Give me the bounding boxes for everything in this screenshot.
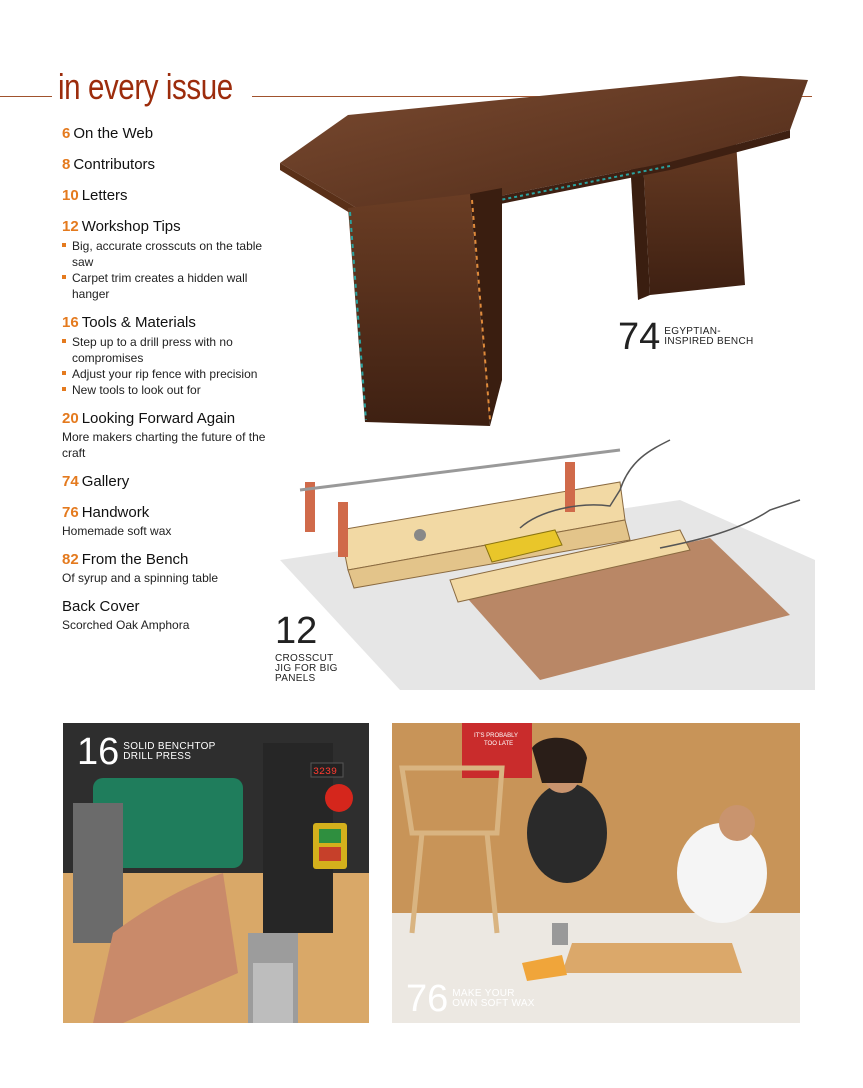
callout-number: 74 <box>618 316 661 358</box>
callout-label: CROSSCUT JIG FOR BIG PANELS <box>275 653 338 684</box>
bench-callout <box>618 318 754 356</box>
toc-entry-title <box>62 313 278 333</box>
header-rule-left <box>0 96 52 97</box>
toc-bullet-item: Big, accurate crosscuts on the table saw <box>62 238 278 270</box>
toc-subtitle: Of syrup and a spinning table <box>62 571 219 585</box>
toc-page-number: 82 <box>62 551 79 568</box>
svg-text:IT'S PROBABLY TOO LATE: IT'S PROBABLY TOO LATE <box>474 733 518 747</box>
toc-entry-title <box>62 186 278 206</box>
callout-number: 12 <box>275 610 318 652</box>
toc-page-number: 12 <box>62 218 79 235</box>
toc-title-text: Looking Forward Again <box>81 410 236 427</box>
toc-entry[interactable] <box>62 409 278 461</box>
toc-entry[interactable] <box>62 550 278 586</box>
callout-number: 16 <box>77 731 120 773</box>
bench-photo <box>270 70 815 435</box>
toc-entry-title <box>62 124 278 144</box>
toc-subtitle: Scorched Oak Amphora <box>62 618 190 632</box>
toc-entry-title <box>62 597 278 617</box>
toc-title-text: Workshop Tips <box>81 218 181 235</box>
toc-bullet-item: Step up to a drill press with no compromises <box>62 334 278 366</box>
toc-page-number: 16 <box>62 314 79 331</box>
toc-entry-title <box>62 155 278 175</box>
rpm-readout: 3239 <box>313 767 338 778</box>
toc-entry[interactable] <box>62 217 278 302</box>
drill-press-photo <box>63 723 369 1023</box>
toc-bullet-item: Adjust your rip fence with precision <box>62 366 278 382</box>
toc-title-text: Back Cover <box>62 598 140 615</box>
toc-page-number: 10 <box>62 187 79 204</box>
toc-page-number: 6 <box>62 125 71 142</box>
crosscut-jig-illustration <box>280 410 815 690</box>
wax-callout <box>406 980 535 1018</box>
toc-title-text: Handwork <box>81 504 150 521</box>
toc-page-number: 8 <box>62 156 71 173</box>
toc-entry[interactable] <box>62 472 278 492</box>
toc-bullet-item: New tools to look out for <box>62 382 278 398</box>
callout-number: 76 <box>406 978 449 1020</box>
toc-entry-title <box>62 409 278 429</box>
soft-wax-photo <box>392 723 800 1023</box>
toc-title-text: From the Bench <box>81 551 189 568</box>
toc-bullet-item: Carpet trim creates a hidden wall hanger <box>62 270 278 302</box>
table-of-contents <box>62 124 278 644</box>
toc-entry[interactable] <box>62 503 278 539</box>
toc-entry[interactable] <box>62 155 278 175</box>
toc-entry[interactable] <box>62 313 278 398</box>
drill-callout <box>77 733 216 771</box>
page-title: in every issue <box>58 66 233 107</box>
toc-entry-title <box>62 550 278 570</box>
toc-title-text: Tools & Materials <box>81 314 196 331</box>
toc-title-text: Letters <box>81 187 128 204</box>
toc-title-text: Contributors <box>73 156 156 173</box>
toc-title-text: On the Web <box>73 125 154 142</box>
toc-entry[interactable] <box>62 124 278 144</box>
toc-page-number: 76 <box>62 504 79 521</box>
toc-entry[interactable] <box>62 186 278 206</box>
toc-entry-title <box>62 503 278 523</box>
toc-entry-title <box>62 217 278 237</box>
toc-page-number: 74 <box>62 473 79 490</box>
toc-bullet-list <box>62 334 278 398</box>
toc-entry[interactable] <box>62 597 278 633</box>
toc-subtitle: Homemade soft wax <box>62 524 172 538</box>
callout-label: SOLID BENCHTOP DRILL PRESS <box>123 741 216 762</box>
toc-bullet-list <box>62 238 278 302</box>
callout-label: MAKE YOUR OWN SOFT WAX <box>452 988 535 1009</box>
toc-page-number: 20 <box>62 410 79 427</box>
toc-entry-title <box>62 472 278 492</box>
toc-subtitle: More makers charting the future of the craft <box>62 430 266 460</box>
callout-label: EGYPTIAN- INSPIRED BENCH <box>664 326 754 347</box>
jig-callout <box>275 612 338 684</box>
toc-title-text: Gallery <box>81 473 130 490</box>
